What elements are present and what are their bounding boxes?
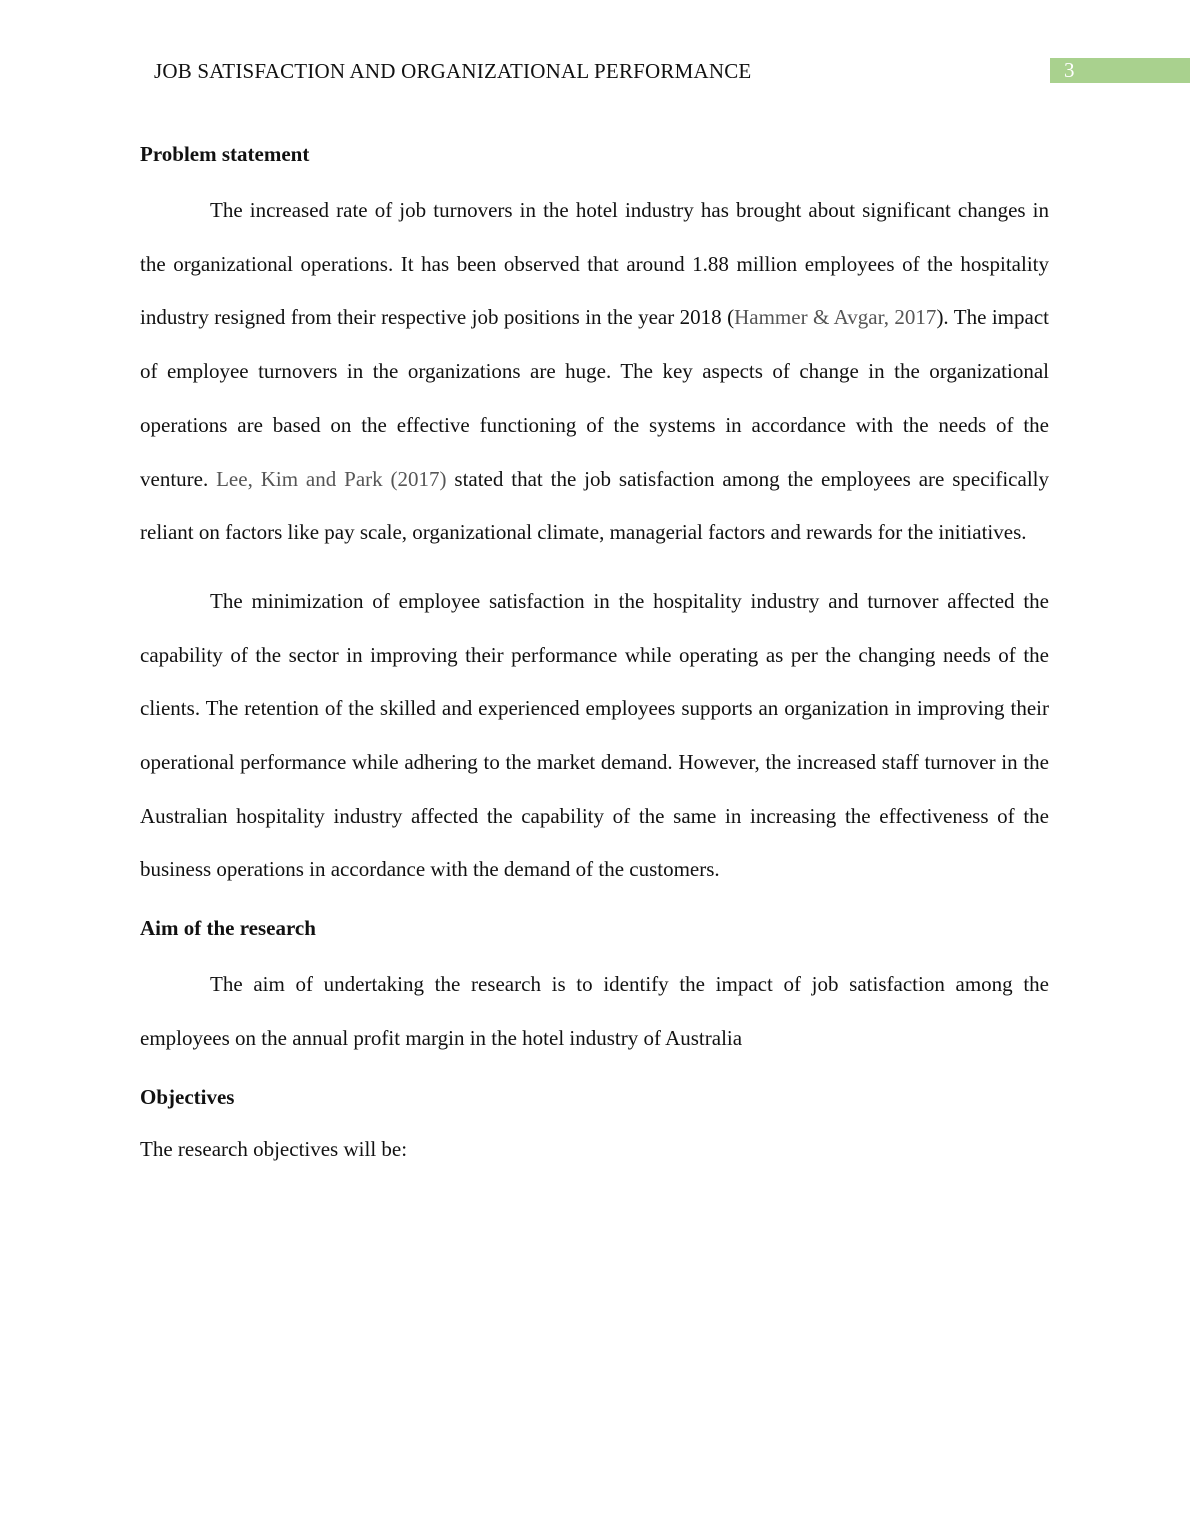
page-number-band	[1050, 58, 1190, 83]
problem-paragraph-1	[140, 184, 1049, 560]
aim-paragraph: The aim of undertaking the research is to identify the impact of job satisfaction among the employees on the annual profit margin in the hotel industry of Australia	[140, 972, 1049, 1050]
problem-p1-text-c: stated that the job satisfaction among the employees are specifically reliant on factors like pay scale, organizational climate, managerial factors and rewards for the initiatives.	[140, 466, 1049, 545]
problem-p1-text-b: ). The impact of employee turnovers in the organizations are huge. The key aspects of change in the organizational operations are based on the effective functioning of the systems in accordance with the needs of the venture.	[140, 305, 1049, 491]
problem-p1-text-a: The increased rate of job turnovers in the hotel industry has brought about significant changes in the organizational operations. It has been observed that around 1.88 million employees of the hospitality industry resigned from their respective job positions in the year 2018 (	[140, 198, 1049, 330]
document-body	[140, 138, 1049, 1176]
objectives-intro: The research objectives will be:	[140, 1136, 408, 1161]
problem-statement-heading: Problem statement	[140, 142, 310, 166]
problem-paragraph-2: The minimization of employee satisfaction in the hospitality industry and turnover affected the capability of the sector in improving their performance while operating as per the changing needs of the clients. The retention of the skilled and experienced employees supports an organization in improving their operational performance while adhering to the market demand. However, the increased staff turnover in the Australian hospitality industry affected the capability of the same in increasing the effectiveness of the business operations in accordance with the demand of the customers.	[140, 588, 1049, 882]
citation-lee-kim-park: Lee, Kim and Park (2017)	[216, 466, 447, 491]
citation-hammer-avgar: Hammer & Avgar, 2017	[734, 305, 937, 330]
aim-heading: Aim of the research	[140, 916, 316, 941]
objectives-heading: Objectives	[140, 1084, 235, 1109]
running-head: JOB SATISFACTION AND ORGANIZATIONAL PERFORMANCE	[154, 59, 752, 83]
page-number: 3	[1064, 58, 1075, 82]
